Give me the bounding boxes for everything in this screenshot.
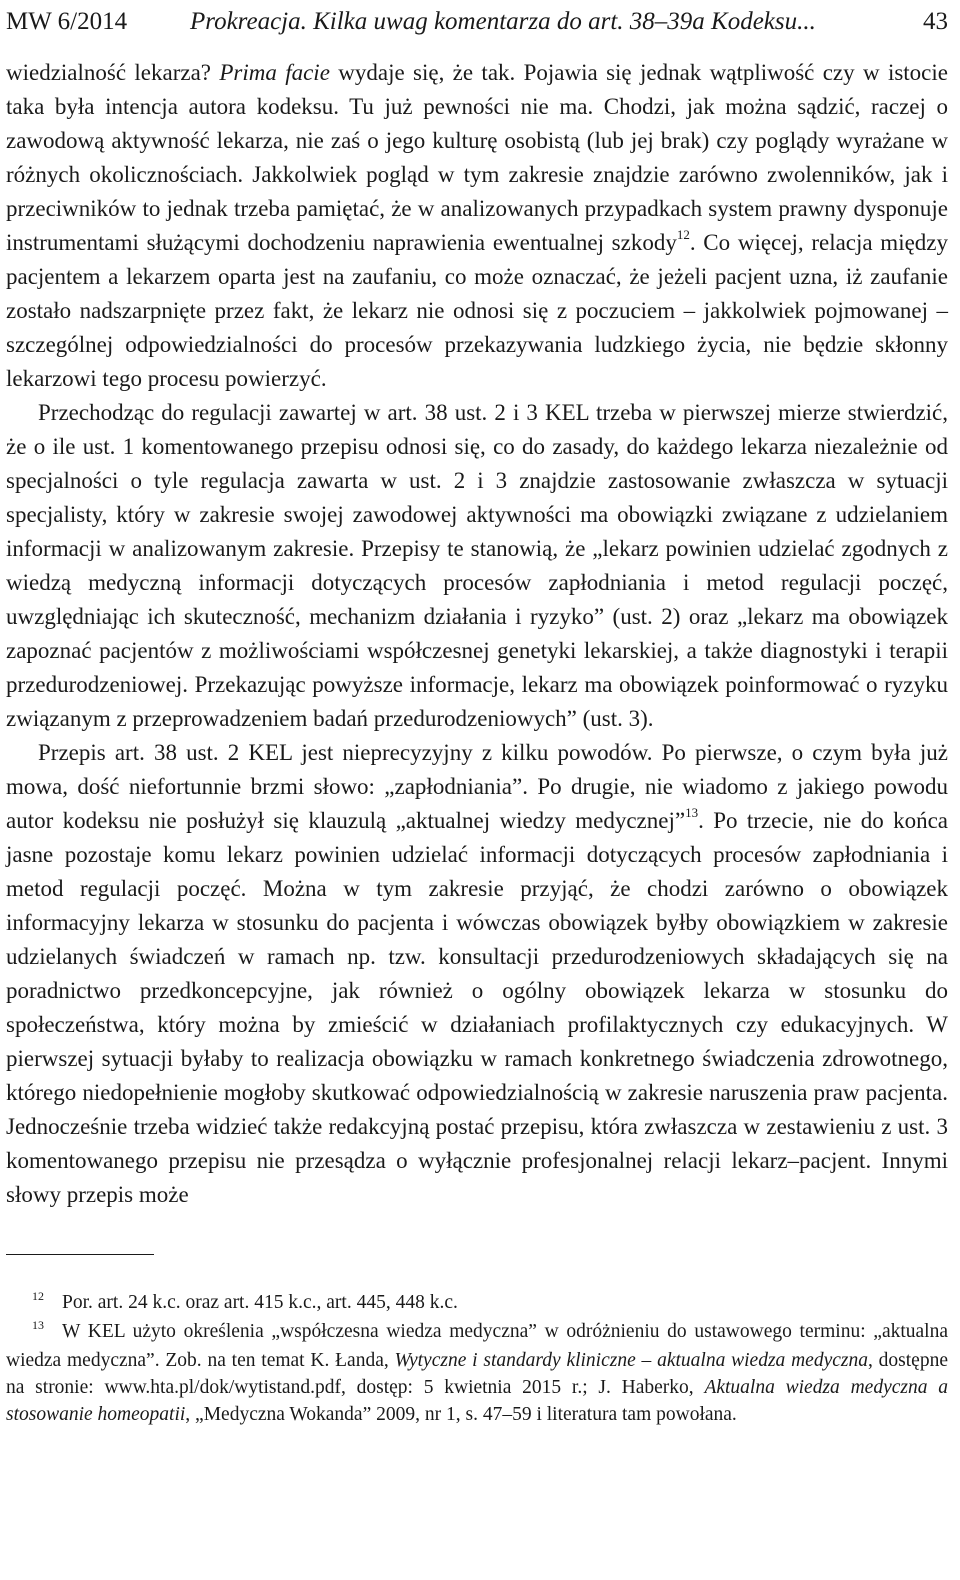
main-text (6, 56, 948, 1212)
paragraph-3-text-b: . Po trzecie, nie do końca jasne pozostaje komu lekarz powinien udzielać informacji dotyczących procesów zapłodniania i metod regulacji poczęć. Można w tym zakresie przyjąć, że chodzi zarówno o obowiązek informacyjny lekarza w stosunku do pacjenta i wówczas obowiązek byłby obowiązkiem w zakresie udzielanych świadczeń w ramach np. tzw. konsultacji przedurodzeniowych składających się na poradnictwo przedkoncepcyjne, jak również o ogólny obowiązek lekarza w stosunku do społeczeństwa, który można by zmieścić w działaniach profilaktycznych czy edukacyjnych. W pierwszej sytuacji byłaby to realizacja obowiązku w ramach konkretnego świadczenia zdrowotnego, którego niedopełnienie mogłoby skutkować odpowiedzialnością w zakresie naruszenia praw pacjenta. Jednocześnie trzeba widzieć także redakcyjną postać przepisu, która zwłaszcza w zestawieniu z ust. 3 komentowanego przepisu nie przesądza o wyłącznie profesjonalnej relacji lekarz–pacjent. Innymi słowy przepis może (6, 808, 948, 1207)
journal-issue: MW 6/2014 (6, 8, 128, 35)
paragraph-1-text-a: wiedzialność lekarza? (6, 60, 220, 85)
footnote-italic-title-1: Wytyczne i standardy kliniczne – aktualna wiedza medyczna (394, 1350, 868, 1371)
footnote-12 (6, 1289, 948, 1318)
footnote-text-e: , „Medyczna Wokanda” 2009, nr 1, s. 47–59 i literatura tam powołana. (185, 1404, 737, 1425)
paragraph-1-text-c: wydaje się, że tak. Pojawia się jednak wątpliwość czy w istocie taka była intencja autora kodeksu. Tu już pewności nie ma. Chodzi, jak można sądzić, raczej o zawodową aktywność lekarza, nie zaś o jego kulturę osobistą (lub jej brak) czy poglądy wyrażane w różnych okolicznościach. Jakkolwiek pogląd w tym zakresie znajdzie zarówno zwolenników, jak i przeciwników to jednak trzeba pamiętać, że w analizowanych przypadkach system prawny dysponuje instrumentami służącymi dochodzeniu naprawienia ewentualnej szkody (6, 60, 948, 255)
footnote-ref-13[interactable]: 13 (685, 805, 699, 821)
footnote-italic-title-2: Aktualna wiedza medyczna a stosowanie homeopatii (6, 1377, 948, 1425)
footnote-text-c: , dostępne na stronie: www.hta.pl/dok/wytistand.pdf, dostęp: 5 kwietnia 2015 r.; J. Haberko, (6, 1350, 948, 1398)
page-number: 43 (923, 8, 948, 35)
footnote-text-a: W KEL użyto określenia „współczesna wiedza medyczna” w odróżnieniu do ustawowego terminu: „aktualna wiedza medyczna”. Zob. na ten temat K. Łanda, (6, 1321, 948, 1371)
running-title: Prokreacja. Kilka uwag komentarza do art. 38–39a Kodeksu... (190, 8, 816, 35)
paragraph-2: Przechodząc do regulacji zawartej w art. 38 ust. 2 i 3 KEL trzeba w pierwszej mierze stwierdzić, że o ile ust. 1 komentowanego przepisu odnosi się, co do zasady, do każdego lekarza niezależnie od specjalności o tyle regulacja zawarta w ust. 2 i 3 znajdzie zastosowanie zwłaszcza w sytuacji specjalisty, który w zakresie swojej zawodowej aktywności ma obowiązki związane z udzielaniem informacji w analizowanym zakresie. Przepisy te stanowią, że „lekarz powinien udzielać zgodnych z wiedzą medyczną informacji dotyczących procesów zapłodniania i metod regulacji poczęć, uwzględniając ich skuteczność, mechanizm działania i ryzyko” (ust. 2) oraz „lekarz ma obowiązek zapoznać pacjentów z możliwościami współczesnej genetyki lekarskiej, a także diagnostyki i terapii przedurodzeniowej. Przekazując powyższe informacje, lekarz ma obowiązek poinformować o ryzyku związanym z przeprowadzeniem badań przedurodzeniowych” (ust. 3). (6, 400, 948, 731)
footnote-ref-12[interactable]: 12 (676, 227, 690, 243)
footnotes (6, 1289, 948, 1428)
footnote-text: Por. art. 24 k.c. oraz art. 415 k.c., art. 445, 448 k.c. (62, 1292, 458, 1313)
paragraph-1-text-d: . Co więcej, relacja między pacjentem a lekarzem oparta jest na zaufaniu, co może oznaczać, że jeżeli pacjent uzna, iż zaufanie zostało nadszarpnięte przez fakt, że lekarz nie odnosi się z poczuciem – jakkolwiek pojmowanej – szczególnej odpowiedzialności do procesów przekazywania ludzkiego życia, nie będzie skłonny lekarzowi tego procesu powierzyć. (6, 230, 949, 391)
footnote-13 (6, 1318, 948, 1428)
paragraph-1 (6, 56, 948, 396)
document-page (6, 0, 948, 1428)
footnote-separator (6, 1254, 154, 1255)
footnote-number: 12 (32, 1289, 44, 1303)
running-header (6, 2, 948, 42)
paragraph-3 (6, 736, 948, 1212)
paragraph-3-text-a: Przepis art. 38 ust. 2 KEL jest nieprecyzyjny z kilku powodów. Po pierwsze, o czym była już mowa, dość niefortunnie brzmi słowo: „zapłodniania”. Po drugie, nie wiadomo z jakiego powodu autor kodeksu nie posłużył się klauzulą „aktualnej wiedzy medycznej” (6, 740, 948, 833)
paragraph-1-italic-term: Prima facie (219, 60, 330, 85)
footnote-number: 13 (32, 1318, 44, 1332)
